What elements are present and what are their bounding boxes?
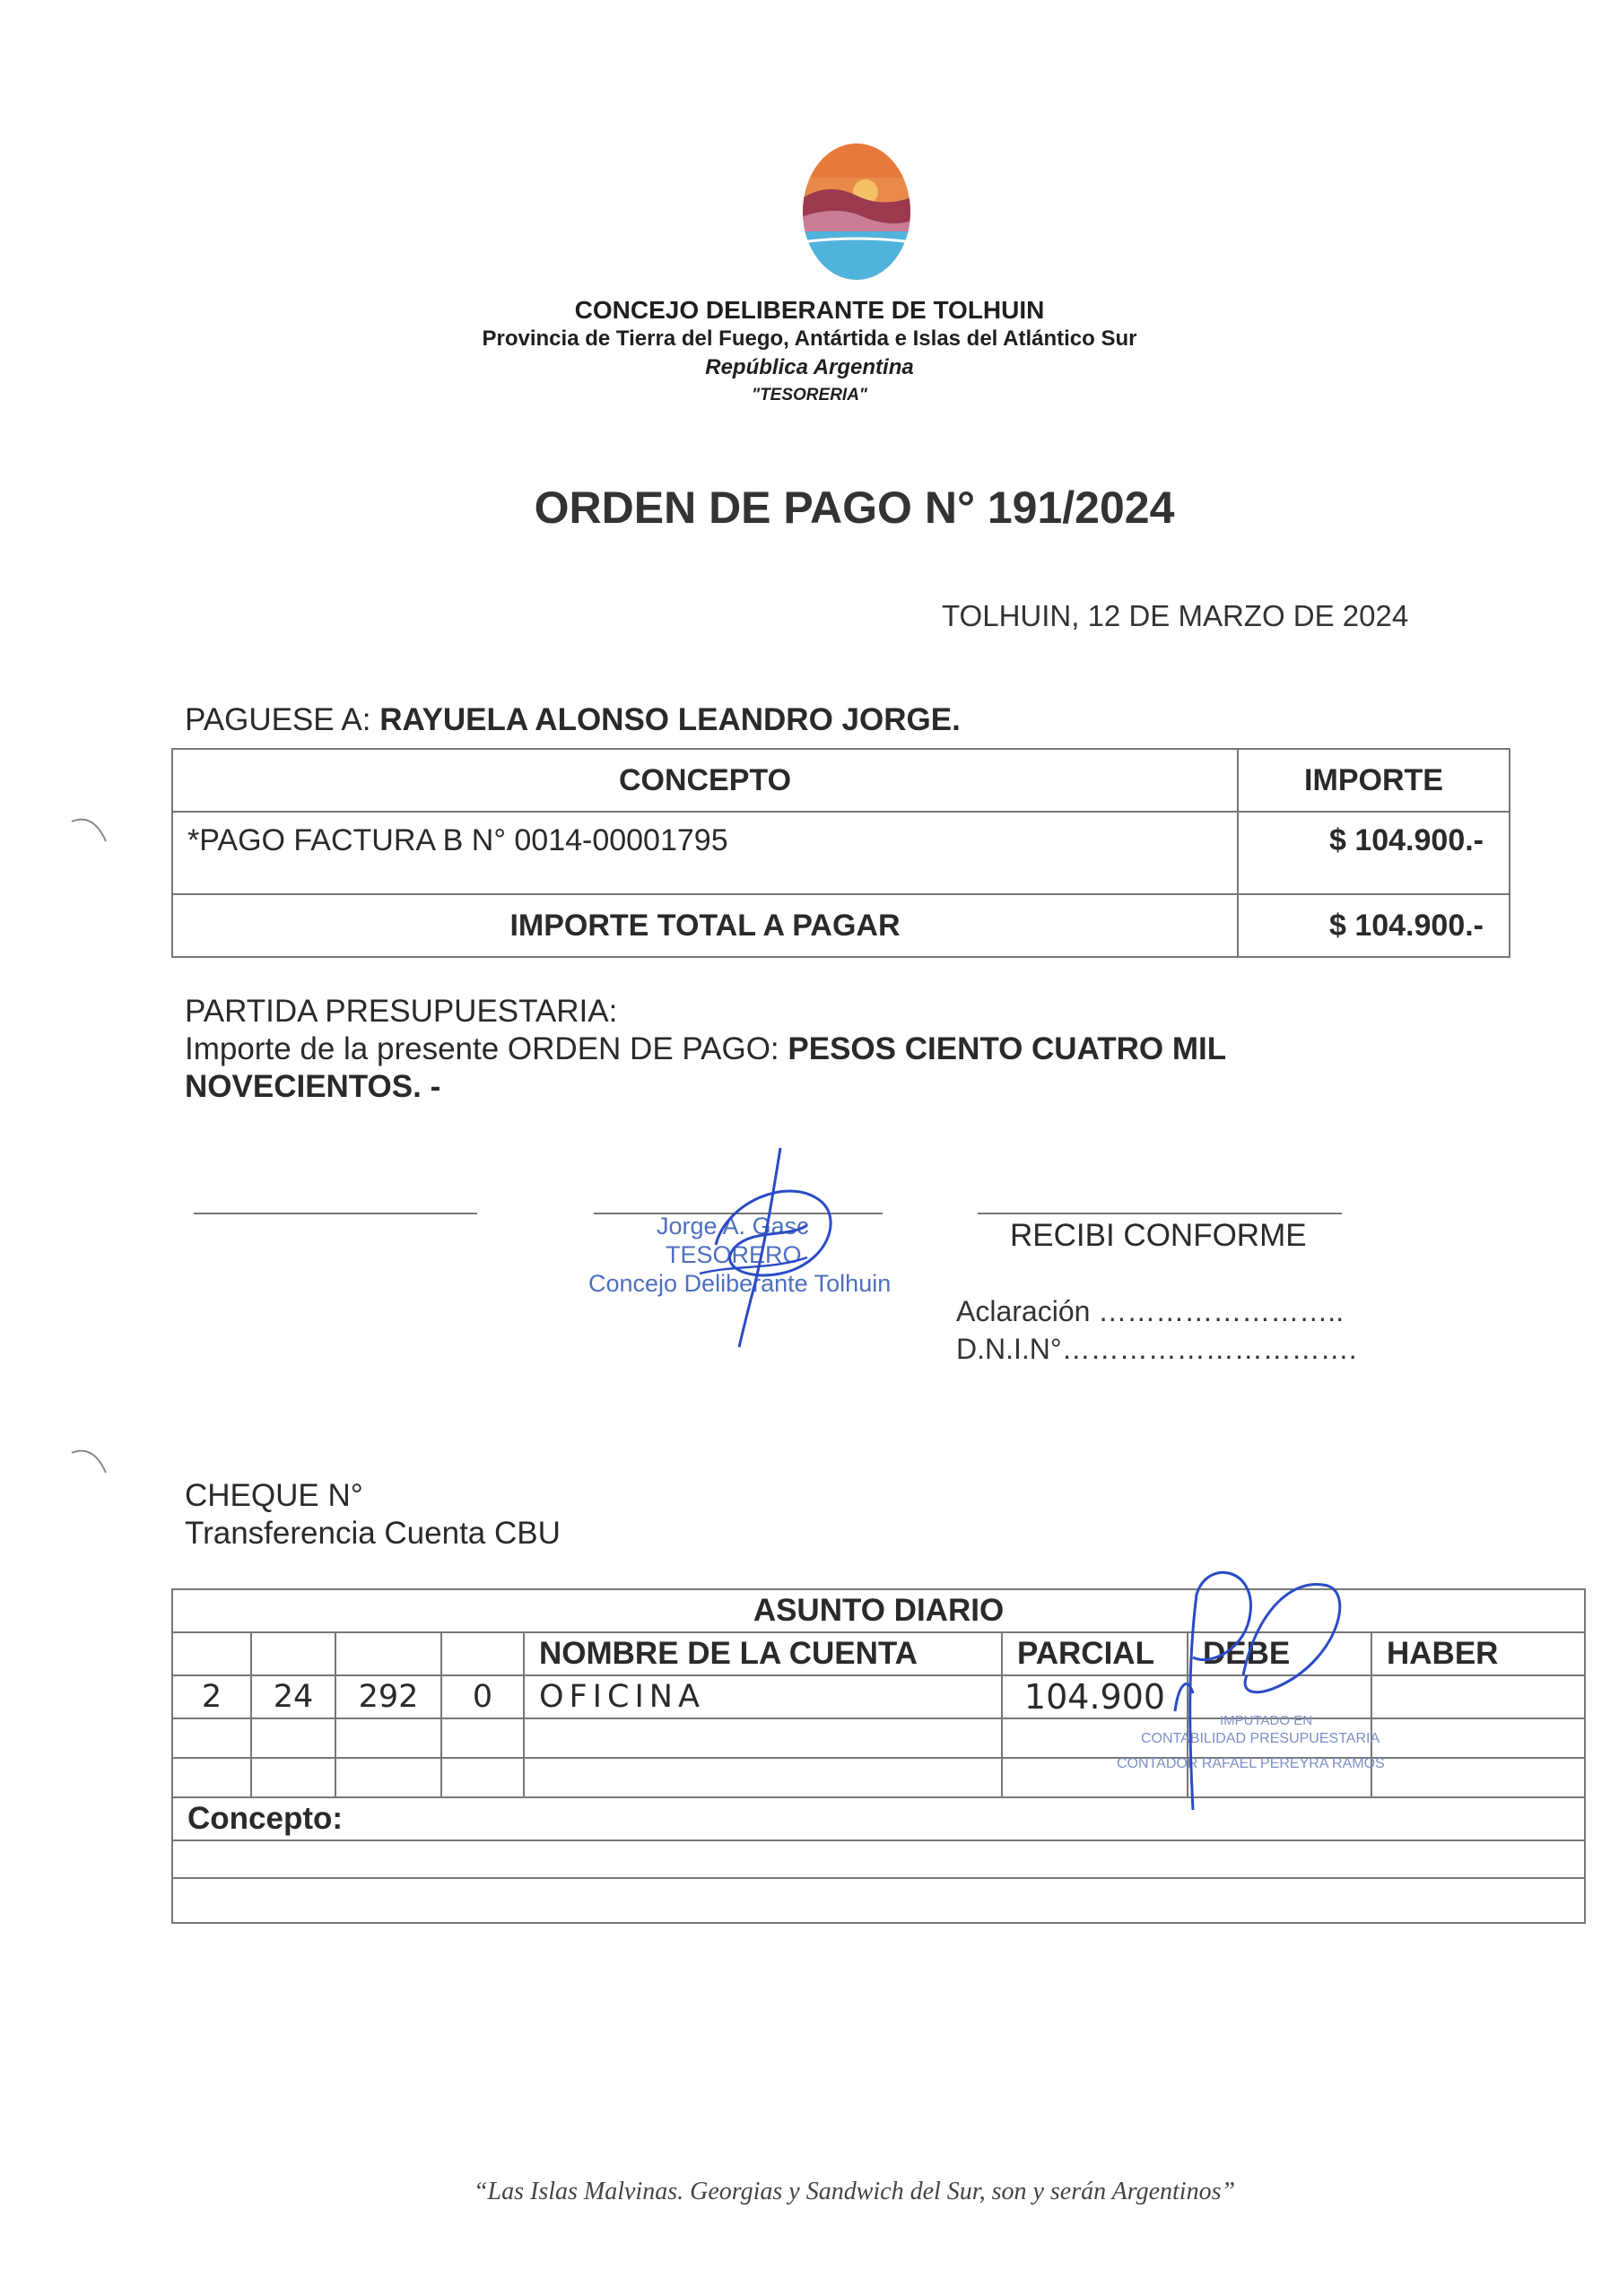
budget-amount-line xyxy=(185,1031,1226,1067)
payment-table xyxy=(171,748,1510,958)
office-name: "TESORERIA" xyxy=(752,386,867,404)
concept-cell: *PAGO FACTURA B N° 0014-00001795 xyxy=(172,812,1238,894)
payee-line xyxy=(185,702,961,738)
total-amount: $ 104.900.- xyxy=(1238,894,1510,957)
hand-code-1: 2 xyxy=(172,1675,251,1718)
credit-cell xyxy=(1371,1675,1585,1718)
code-header-2 xyxy=(251,1632,335,1675)
page-title: ORDEN DE PAGO N° 191/2024 xyxy=(534,483,1175,533)
hand-partial: 104.900 xyxy=(1002,1675,1188,1718)
code-header-3 xyxy=(335,1632,441,1675)
credit-header: HABER xyxy=(1371,1632,1585,1675)
hand-account: OFICINA xyxy=(524,1675,1002,1718)
code-header-4 xyxy=(441,1632,524,1675)
partial-header: PARCIAL xyxy=(1002,1632,1188,1675)
order-date: TOLHUIN, 12 DE MARZO DE 2024 xyxy=(942,599,1409,632)
signature-line-3 xyxy=(978,1213,1342,1214)
budget-amount-words-2: NOVECIENTOS. - xyxy=(185,1069,441,1104)
budget-amount-prefix: Importe de la presente ORDEN DE PAGO: xyxy=(185,1031,788,1066)
concept-line xyxy=(172,1878,1585,1923)
hand-code-2: 24 xyxy=(251,1675,335,1718)
treasurer-name: Jorge A. Gasc xyxy=(657,1213,809,1239)
payee-label: PAGUESE A: xyxy=(185,702,380,737)
account-header: NOMBRE DE LA CUENTA xyxy=(524,1632,1002,1675)
treasurer-org: Concejo Deliberante Tolhuin xyxy=(588,1270,892,1297)
concept-line xyxy=(172,1840,1585,1878)
accounting-stamp-line-1: IMPUTADO EN xyxy=(1220,1713,1313,1728)
amount-header: IMPORTE xyxy=(1238,749,1510,812)
province-name: Provincia de Tierra del Fuego, Antártida e Islas del Atlántico Sur xyxy=(482,326,1137,351)
budget-amount-words: PESOS CIENTO CUATRO MIL xyxy=(788,1031,1227,1066)
debit-header: DEBE xyxy=(1188,1632,1371,1675)
diario-title: ASUNTO DIARIO xyxy=(172,1589,1585,1632)
hand-code-4: 0 xyxy=(441,1675,524,1718)
treasurer-role: TESORERO xyxy=(666,1241,802,1268)
dni-label: D.N.I.N°…………………………. xyxy=(956,1333,1357,1365)
concept-label: Concepto: xyxy=(172,1797,1585,1840)
country-name: República Argentina xyxy=(705,355,914,379)
amount-cell: $ 104.900.- xyxy=(1238,812,1510,894)
punch-hole-mark xyxy=(70,1442,109,1478)
cheque-label: CHEQUE N° xyxy=(185,1478,363,1513)
treasurer-signature xyxy=(691,1139,843,1354)
accounting-stamp-line-2: CONTABILIDAD PRESUPUESTARIA xyxy=(1141,1731,1380,1746)
code-header-1 xyxy=(172,1632,251,1675)
hand-code-3: 292 xyxy=(335,1675,441,1718)
punch-hole-mark xyxy=(70,811,109,847)
budget-label: PARTIDA PRESUPUESTARIA: xyxy=(185,994,618,1029)
receipt-label: RECIBI CONFORME xyxy=(1010,1218,1307,1253)
accounting-stamp-line-3: CONTADOR RAFAEL PEREYRA RAMOS xyxy=(1117,1756,1385,1771)
total-label: IMPORTE TOTAL A PAGAR xyxy=(172,894,1238,957)
clarification-label: Aclaración …………………….. xyxy=(956,1295,1345,1327)
signature-line-1 xyxy=(194,1213,477,1214)
concept-header: CONCEPTO xyxy=(172,749,1238,812)
accountant-signature xyxy=(1157,1559,1354,1819)
transfer-label: Transferencia Cuenta CBU xyxy=(185,1516,561,1551)
payee-name: RAYUELA ALONSO LEANDRO JORGE. xyxy=(379,702,961,737)
concejo-logo xyxy=(801,142,912,282)
institution-name: CONCEJO DELIBERANTE DE TOLHUIN xyxy=(574,296,1045,324)
footer-slogan: “Las Islas Malvinas. Georgias y Sandwich del Sur, son y serán Argentinos” xyxy=(473,2178,1236,2205)
